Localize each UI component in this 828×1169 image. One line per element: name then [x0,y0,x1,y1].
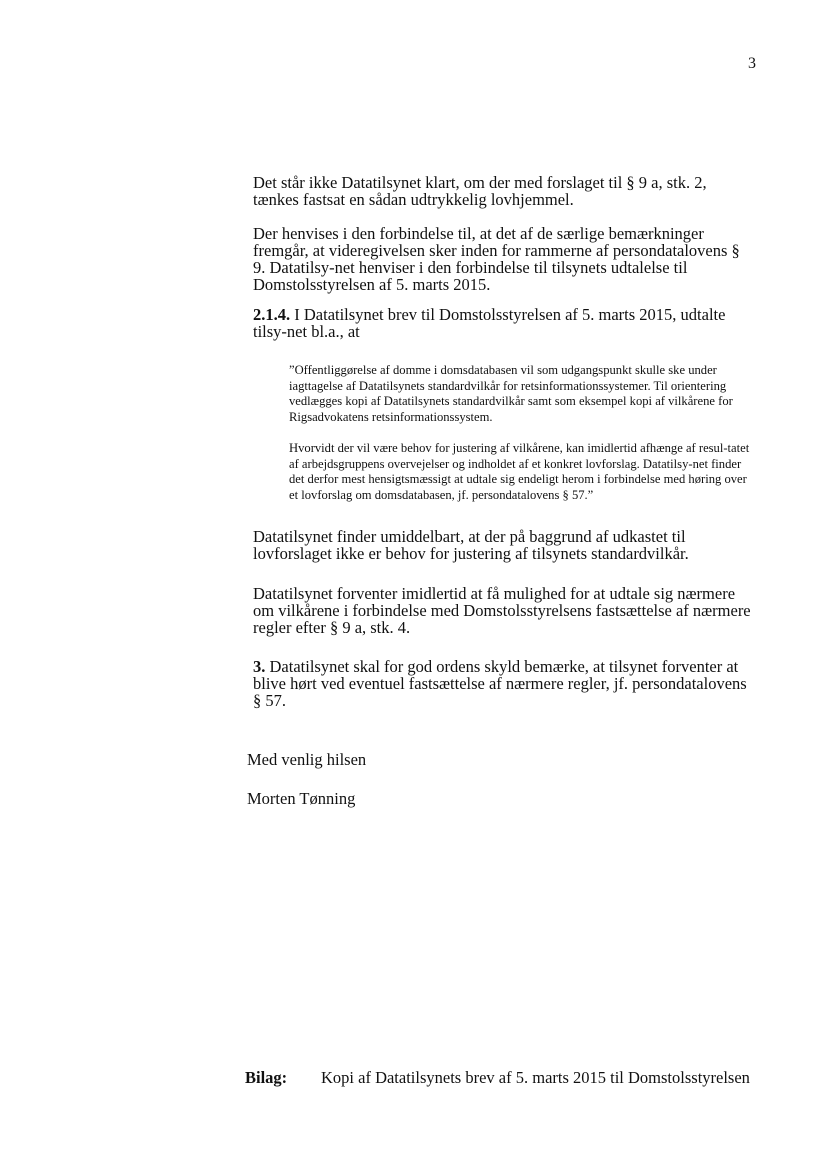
paragraph-3-text: Datatilsynet skal for god ordens skyld bemærke, at tilsynet forventer at blive hørt ved eventuel fastsættelse af nærmere regler, jf. persondatalovens § 57. [253,657,747,710]
paragraph-2-1-4-text: I Datatilsynet brev til Domstolsstyrelsen af 5. marts 2015, udtalte tilsy-net bl.a., at [253,305,726,341]
quote-paragraph-1: ”Offentliggørelse af domme i domsdatabasen vil som udgangspunkt skulle ske under iagttagelse af Datatilsynets standardvilkår for retsinformationssystemer. Til orientering vedlægges kopi af Datatilsynets standardvilkår samt som eksempel kopi af vilkårene for Rigsadvokatens retsinformationssystem. [289,363,733,424]
paragraph-standardvilkaar: Datatilsynet finder umiddelbart, at der på baggrund af udkastet til lovforslaget ikke er behov for justering af tilsynets standardvilkår. [253,527,689,563]
paragraph-forventning: Datatilsynet forventer imidlertid at få mulighed for at udtale sig nærmere om vilkårene i forbindelse med Domstolsstyrelsens fastsættelse af nærmere regler efter § 9 a, stk. 4. [253,584,751,637]
signer-name: Morten Tønning [247,789,356,808]
paragraph-henvisning: Der henvises i den forbindelse til, at det af de særlige bemærkninger fremgår, at videregivelsen sker inden for rammerne af persondatalovens § 9. Datatilsy-net henviser i den forbindelse til tilsynets udtalelse til Domstolsstyrelsen af 5. marts 2015. [253,224,740,294]
attachment-text: Kopi af Datatilsynets brev af 5. marts 2015 til Domstolsstyrelsen [321,1068,750,1087]
paragraph-lovhjemmel: Det står ikke Datatilsynet klart, om der med forslaget til § 9 a, stk. 2, tænkes fastsat en sådan udtrykkelig lovhjemmel. [253,173,707,209]
paragraph-3 [253,658,753,709]
page-number: 3 [748,55,756,72]
quote-paragraph-2: Hvorvidt der vil være behov for justering af vilkårene, kan imidlertid afhænge af resul-tatet af arbejdsgruppens overvejelser og indholdet af et konkret lovforslag. Datatilsy-net finder det derfor mest hensigtsmæssigt at udtale sig endeligt herom i forbindelse med høring over et lovforslag om domsdatabasen, jf. persondatalovens § 57.” [289,441,750,502]
section-number-3: 3. [253,657,266,676]
attachment-label: Bilag: [245,1068,288,1087]
closing-greeting: Med venlig hilsen [247,750,367,769]
paragraph-2-1-4 [253,306,753,340]
section-number-2-1-4: 2.1.4. [253,305,291,324]
